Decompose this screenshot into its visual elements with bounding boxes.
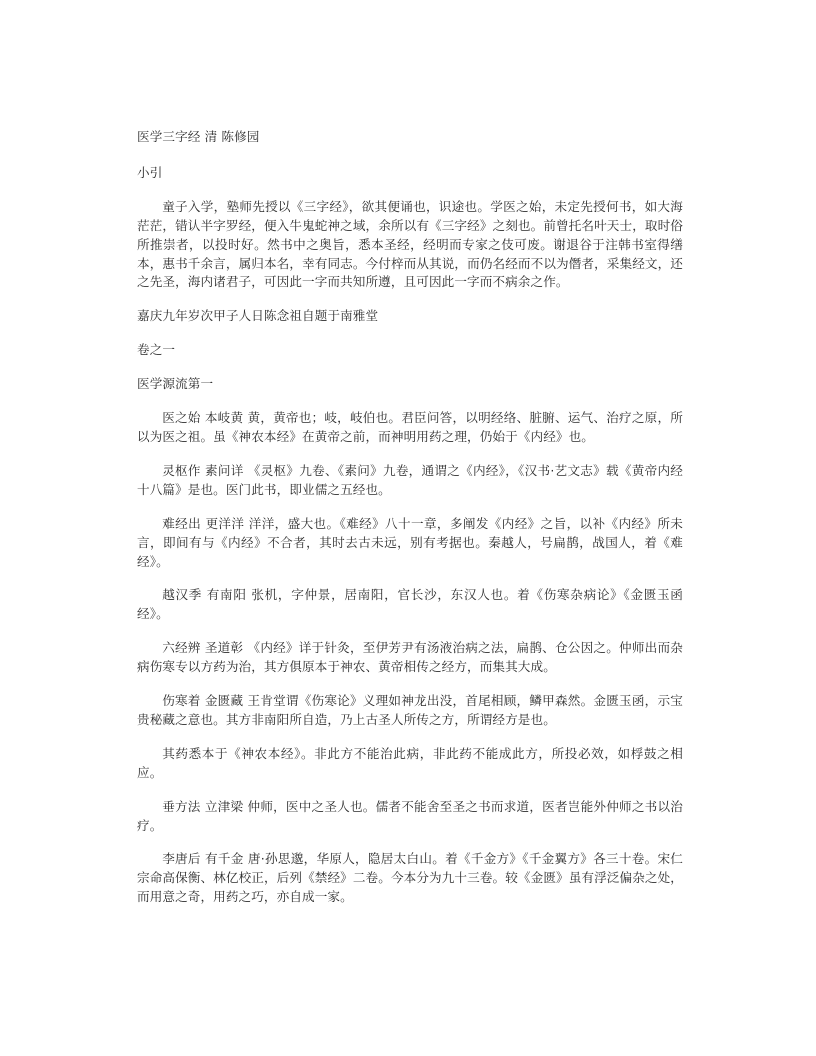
entry-paragraph: 六经辨 圣道彰 《内经》详于针灸，至伊芳尹有汤液治病之法，扁鹊、仓公因之。仲师出而杂病伤寒专以方药为治，其方俱原本于神农、黄帝相传之经方，而集其大成。	[137, 640, 683, 675]
entry-paragraph: 其药悉本于《神农本经》。非此方不能治此病，非此药不能成此方，所投必效，如桴鼓之相应。	[137, 745, 683, 780]
volume-heading: 卷之一	[137, 342, 176, 358]
entry-paragraph: 灵枢作 素问详 《灵枢》九卷、《素问》九卷，通谓之《内经》，《汉书·艺文志》载《黄帝内经十八篇》是也。医门此书，即业儒之五经也。	[137, 462, 683, 497]
colophon-line: 嘉庆九年岁次甲子人日陈念祖自题于南雅堂	[137, 308, 379, 324]
entry-paragraph: 李唐后 有千金 唐·孙思邈，华原人，隐居太白山。着《千金方》《千金翼方》各三十卷。宋仁宗命高保衡、林亿校正，后列《禁经》二卷。今本分为九十三卷。较《金匮》虽有浮泛偏杂之处，而用意之奇，用药之巧，亦自成一家。	[137, 851, 683, 905]
preface-paragraph: 童子入学，塾师先授以《三字经》，欲其便诵也，识途也。学医之始，未定先授何书，如大海茫茫，错认半字罗经，便入牛鬼蛇神之域，余所以有《三字经》之刻也。前曾托名叶天士，取时俗所推崇者，以投时好。然书中之奥旨，悉本圣经，经明而专家之伎可废。谢退谷于注韩书室得缮本，惠书千余言，属归本名，幸有同志。今付梓而从其说，而仍名经而不以为僭者，采集经文，还之先圣，海内诸君子，可因此一字而共知所遵，且可因此一字而不病余之作。	[137, 198, 683, 290]
section-heading: 医学源流第一	[137, 376, 214, 392]
document-title: 医学三字经 清 陈修园	[137, 129, 260, 144]
entry-paragraph: 医之始 本岐黄 黄，黄帝也；岐，岐伯也。君臣问答，以明经络、脏腑、运气、治疗之原，所以为医之祖。虽《神农本经》在黄帝之前，而神明用药之理，仍始于《内经》也。	[137, 410, 683, 444]
entry-paragraph: 越汉季 有南阳 张机，字仲景，居南阳，官长沙，东汉人也。着《伤寒杂病论》《金匮玉函经》。	[137, 587, 683, 622]
preface-heading: 小引	[137, 164, 163, 180]
entry-paragraph: 伤寒着 金匮藏 王肯堂谓《伤寒论》义理如神龙出没，首尾相顾，鳞甲森然。金匮玉函，示宝贵秘藏之意也。其方非南阳所自造，乃上古圣人所传之方，所谓经方是也。	[137, 693, 683, 727]
document-body	[137, 128, 683, 922]
entry-paragraph: 难经出 更洋洋 洋洋，盛大也。《难经》八十一章，多阐发《内经》之旨，以补《内经》所未言，即间有与《内经》不合者，其时去古未远，别有考据也。秦越人，号扁鹊，战国人，着《难经》。	[137, 515, 683, 569]
entry-paragraph: 垂方法 立津梁 仲师，医中之圣人也。儒者不能舍至圣之书而求道，医者岂能外仲师之书以治疗。	[137, 798, 683, 833]
